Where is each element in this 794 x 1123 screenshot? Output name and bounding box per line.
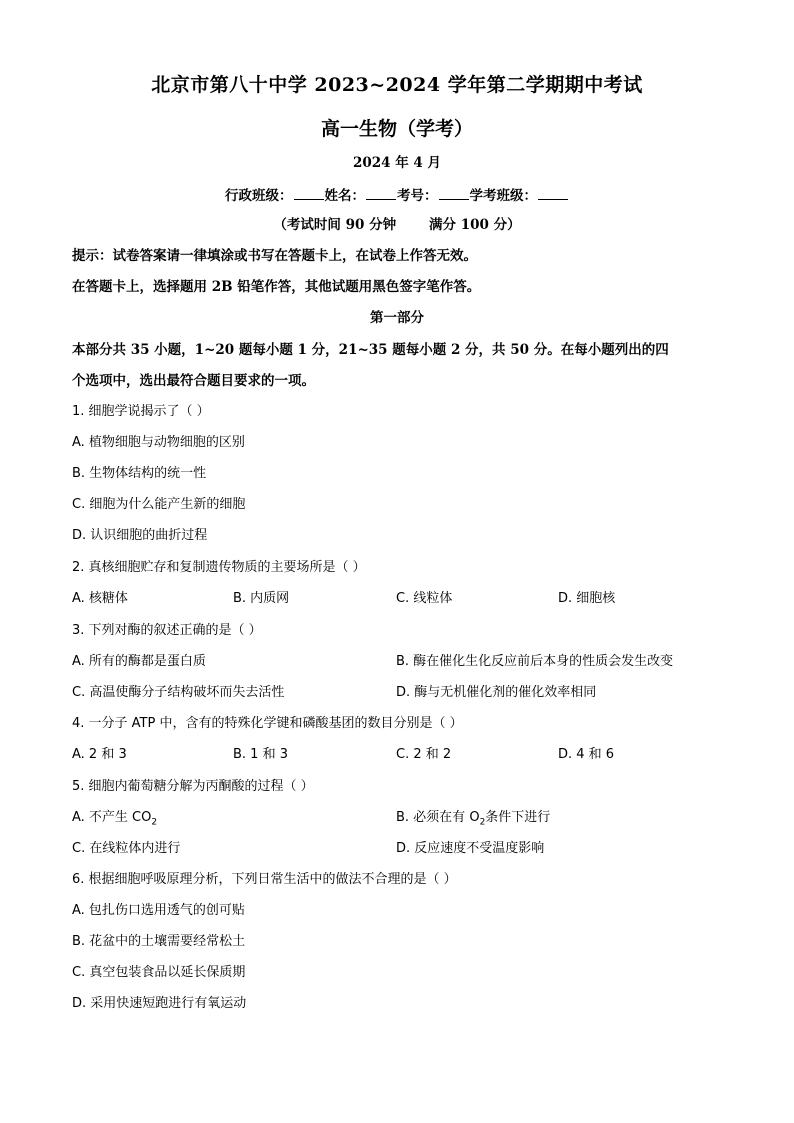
exam-title: 北京市第八十中学 2023~2024 学年第二学期期中考试 [151, 74, 643, 96]
question-option: B. 花盆中的土壤需要经常松土 [72, 934, 246, 949]
question-option: C. 线粒体 [396, 591, 453, 606]
exam-class-blank [538, 187, 568, 200]
question-option: B. 1 和 3 [233, 747, 288, 762]
exam-subtitle: 高一生物（学考） [320, 118, 473, 140]
tip-line-1: 提示：试卷答案请一律填涂或书写在答题卡上，在试卷上作答无效。 [72, 248, 477, 264]
question-stem: 2. 真核细胞贮存和复制遗传物质的主要场所是（ ） [72, 560, 366, 575]
question-stem: 6. 根据细胞呼吸原理分析，下列日常生活中的做法不合理的是（ ） [72, 872, 457, 887]
class-blank [294, 187, 324, 200]
name-blank [366, 187, 396, 200]
time-note: （考试时间 90 分钟 满分 100 分） [273, 217, 521, 233]
section-intro-2: 个选项中，选出最符合题目要求的一项。 [72, 373, 315, 389]
name-label: 姓名： [324, 188, 365, 204]
question-option: D. 酶与无机催化剂的催化效率相同 [396, 685, 597, 700]
question-option: B. 内质网 [233, 591, 290, 606]
question-stem: 4. 一分子 ATP 中，含有的特殊化学键和磷酸基团的数目分别是（ ） [72, 716, 463, 731]
question-option: D. 4 和 6 [558, 747, 615, 762]
question-option: A. 核糖体 [72, 591, 128, 606]
section-intro-1: 本部分共 35 小题，1~20 题每小题 1 分，21~35 题每小题 2 分，共 50 分。在每小题列出的四 [72, 342, 669, 358]
question-option: A. 所有的酶都是蛋白质 [72, 654, 206, 669]
id-label: 考号： [397, 188, 438, 204]
student-info-line [0, 184, 794, 204]
question-option: C. 在线粒体内进行 [72, 841, 181, 856]
question-stem: 1. 细胞学说揭示了（ ） [72, 404, 210, 419]
question-option: B. 酶在催化生化反应前后本身的性质会发生改变 [396, 654, 674, 669]
question-option: A. 不产生 $CO_2$ [72, 810, 158, 828]
class-label: 行政班级： [225, 188, 293, 204]
question-option: C. 高温使酶分子结构破坏而失去活性 [72, 685, 285, 700]
question-option: A. 植物细胞与动物细胞的区别 [72, 435, 245, 450]
question-option: A. 包扎伤口选用透气的创可贴 [72, 903, 245, 918]
question-option: D. 反应速度不受温度影响 [396, 841, 545, 856]
question-option: C. 真空包装食品以延长保质期 [72, 965, 246, 980]
question-option: C. 细胞为什么能产生新的细胞 [72, 497, 246, 512]
question-stem: 3. 下列对酶的叙述正确的是（ ） [72, 623, 262, 638]
tip-line-2: 在答题卡上，选择题用 2B 铅笔作答，其他试题用黑色签字笔作答。 [72, 279, 481, 295]
question-option: B. 必须在有 $O_2$条件下进行 [396, 810, 551, 828]
section-title: 第一部分 [370, 310, 424, 326]
id-blank [439, 187, 469, 200]
exam-class-label: 学考班级： [469, 188, 537, 204]
question-option: D. 采用快速短跑进行有氧运动 [72, 996, 247, 1011]
question-option: D. 细胞核 [558, 591, 616, 606]
exam-date: 2024 年 4 月 [352, 155, 442, 171]
question-stem: 5. 细胞内葡萄糖分解为丙酮酸的过程（ ） [72, 779, 314, 794]
question-option: A. 2 和 3 [72, 747, 127, 762]
question-option: B. 生物体结构的统一性 [72, 466, 207, 481]
question-option: D. 认识细胞的曲折过程 [72, 528, 208, 543]
question-option: C. 2 和 2 [396, 747, 452, 762]
